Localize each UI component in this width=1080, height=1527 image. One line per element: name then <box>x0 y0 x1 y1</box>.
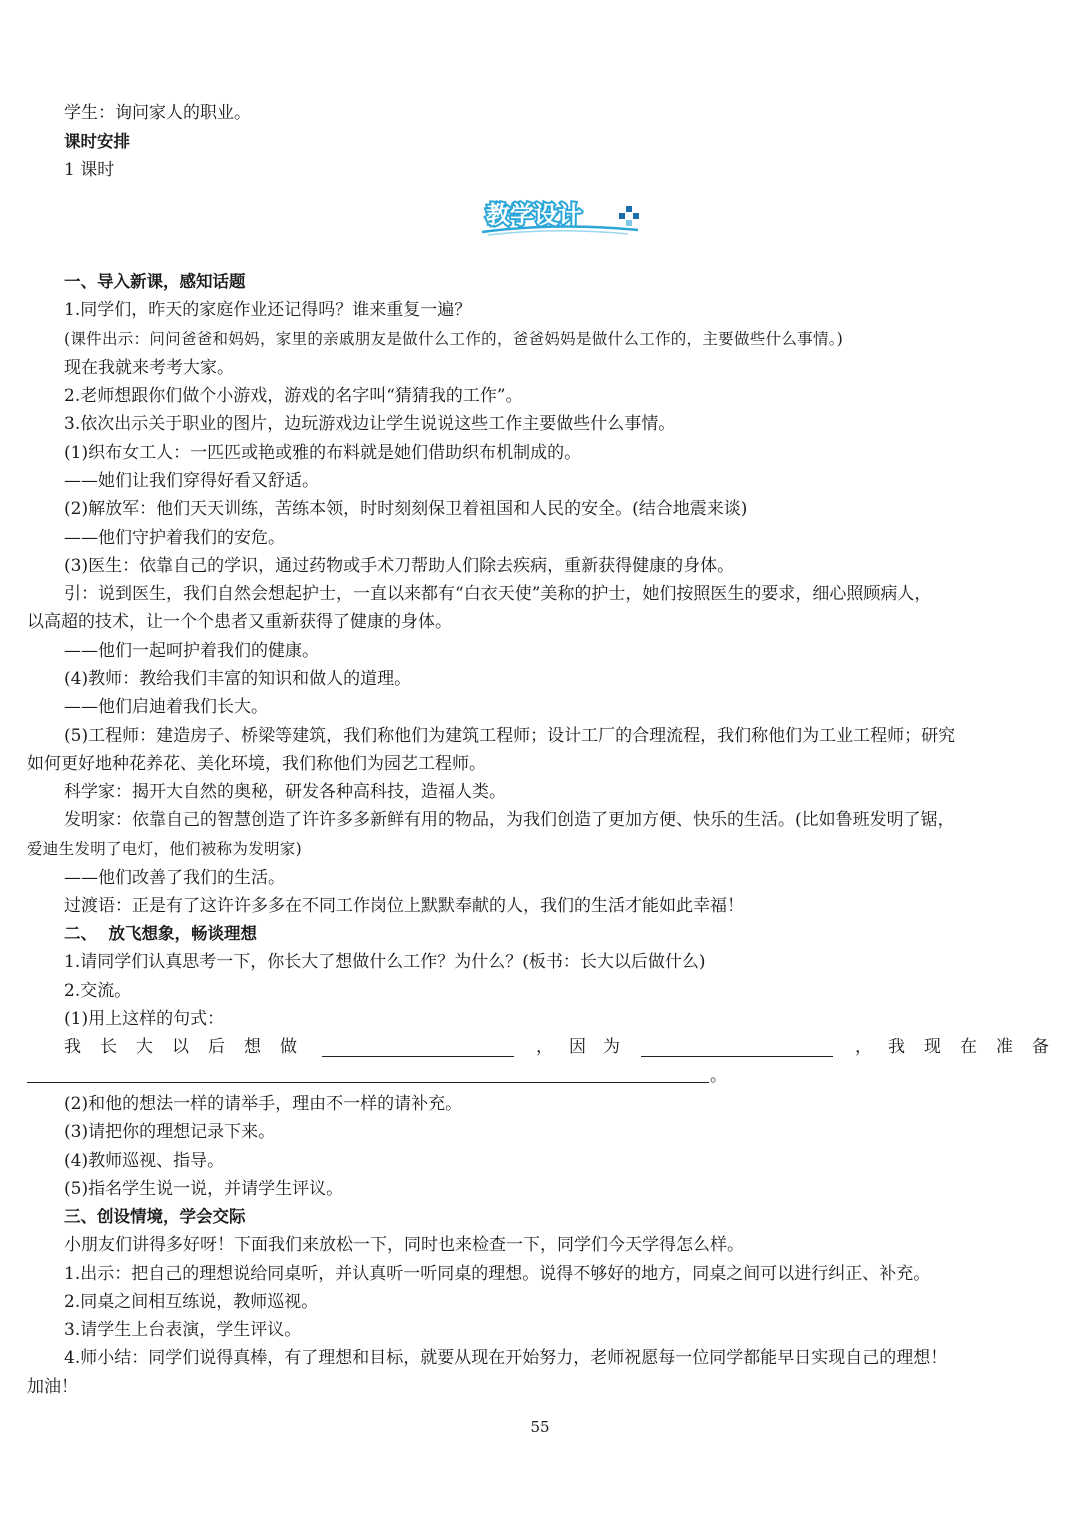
section1-line: 现在我就来考考大家。 <box>64 358 234 378</box>
section1-line: 2.老师想跟你们做个小游戏，游戏的名字叫“猜猜我的工作”。 <box>64 386 523 406</box>
intro-line: 学生：询问家人的职业。 <box>64 103 251 123</box>
section1-line: ——她们让我们穿得好看又舒适。 <box>64 471 319 491</box>
schedule-heading: 课时安排 <box>64 132 130 151</box>
section2-line: (3)请把你的理想记录下来。 <box>64 1122 276 1142</box>
section1-line: 科学家：揭开大自然的奥秘，研发各种高科技，造福人类。 <box>64 782 506 802</box>
section3-line: 小朋友们讲得多好呀！下面我们来放松一下，同时也来检查一下，同学们今天学得怎么样。 <box>64 1235 744 1255</box>
page-number: 55 <box>530 1418 550 1436</box>
section3-title: 三、创设情境，学会交际 <box>64 1207 246 1226</box>
section1-title: 一、导入新课，感知话题 <box>64 272 246 291</box>
sentence-comma: ， <box>855 1037 872 1057</box>
section1-line: (2)解放军：他们天天训练，苦练本领，时时刻刻保卫着祖国和人民的安全。(结合地震来谈) <box>64 499 748 519</box>
section1-line: 引：说到医生，我们自然会想起护士，一直以来都有“白衣天使”美称的护士，她们按照医生的要求，细心照顾病人， <box>64 584 932 604</box>
section2-line: (4)教师巡视、指导。 <box>64 1151 225 1171</box>
section1-line: ——他们一起呵护着我们的健康。 <box>64 641 319 661</box>
section3-line: 加油！ <box>27 1377 78 1397</box>
sentence-comma: ， <box>536 1037 553 1057</box>
blank-job[interactable] <box>322 1056 514 1057</box>
section1-line: 如何更好地种花养花、美化环境，我们称他们为园艺工程师。 <box>27 754 486 774</box>
section2-line: 2.交流。 <box>64 981 132 1001</box>
section1-line: 3.依次出示关于职业的图片，边玩游戏边让学生说说这些工作主要做些什么事情。 <box>64 414 676 434</box>
section1-line: 发明家：依靠自己的智慧创造了许许多多新鲜有用的物品，为我们创造了更加方便、快乐的生活。(比如鲁班发明了锯， <box>64 810 955 830</box>
section2-title: 二、 放飞想象，畅谈理想 <box>64 924 257 943</box>
section1-line: (3)医生：依靠自己的学识，通过药物或手术刀帮助人们除去疾病，重新获得健康的身体。 <box>64 556 735 576</box>
section1-line: (课件出示：问问爸爸和妈妈，家里的亲戚朋友是做什么工作的，爸爸妈妈是做什么工作的，主要做些什么事情。) <box>64 330 844 348</box>
blank-preparation[interactable] <box>27 1082 709 1083</box>
section1-line: 过渡语：正是有了这许许多多在不同工作岗位上默默奉献的人，我们的生活才能如此幸福！ <box>64 896 744 916</box>
teaching-design-logo <box>478 192 648 238</box>
section1-line: 爱迪生发明了电灯，他们被称为发明家) <box>27 840 302 858</box>
section1-line: (4)教师：教给我们丰富的知识和做人的道理。 <box>64 669 412 689</box>
sentence-part-b: 因为 <box>569 1037 637 1057</box>
section1-line: (1)织布女工人：一匹匹或艳或雅的布料就是她们借助织布机制成的。 <box>64 443 582 463</box>
section1-line: (5)工程师：建造房子、桥梁等建筑，我们称他们为建筑工程师；设计工厂的合理流程，我们称他们为工业工程师；研究 <box>64 726 956 746</box>
sentence-part-a: 我长大以后想做 <box>64 1037 316 1057</box>
section2-line: (1)用上这样的句式： <box>64 1009 225 1029</box>
section1-line: ——他们启迪着我们长大。 <box>64 697 268 717</box>
section3-line: 4.师小结：同学们说得真棒，有了理想和目标，就要从现在开始努力，老师祝愿每一位同学都能早日实现自己的理想！ <box>64 1348 948 1368</box>
section1-line: 1.同学们，昨天的家庭作业还记得吗？谁来重复一遍？ <box>64 300 472 320</box>
section1-line: ——他们守护着我们的安危。 <box>64 528 285 548</box>
section1-line: 以高超的技术，让一个个患者又重新获得了健康的身体。 <box>27 612 452 632</box>
sentence-period: 。 <box>710 1066 727 1086</box>
section3-line: 2.同桌之间相互练说，教师巡视。 <box>64 1292 319 1312</box>
section2-line: (2)和他的想法一样的请举手，理由不一样的请补充。 <box>64 1094 463 1114</box>
schedule-value: 1 课时 <box>64 160 115 180</box>
logo-text: 教学设计 <box>486 201 582 229</box>
section3-line: 1.出示：把自己的理想说给同桌听，并认真听一听同桌的理想。说得不够好的地方，同桌之间可以进行纠正、补充。 <box>64 1264 931 1284</box>
section2-line: (5)指名学生说一说，并请学生评议。 <box>64 1179 344 1199</box>
section1-line: ——他们改善了我们的生活。 <box>64 868 285 888</box>
section2-line: 1.请同学们认真思考一下，你长大了想做什么工作？为什么？(板书：长大以后做什么) <box>64 952 706 972</box>
section3-line: 3.请学生上台表演，学生评议。 <box>64 1320 302 1340</box>
sentence-part-c: 我现在准备 <box>888 1037 1068 1057</box>
blank-reason[interactable] <box>641 1056 833 1057</box>
